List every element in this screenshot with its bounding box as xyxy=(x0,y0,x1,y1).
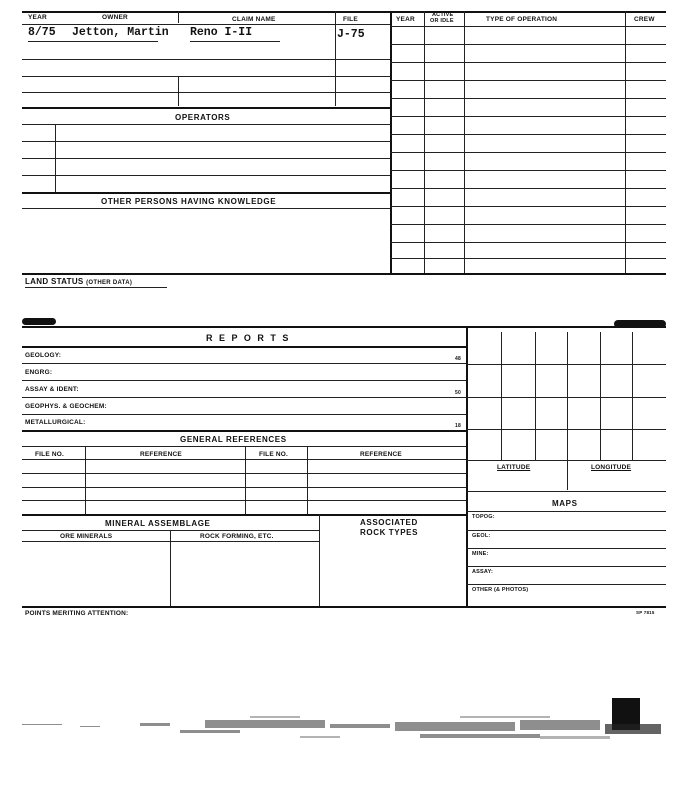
activity-row-11 xyxy=(390,224,666,225)
report-geology-code: 48 xyxy=(455,356,461,362)
activity-divider-1 xyxy=(424,11,425,273)
entry-owner: Jetton, Martin xyxy=(72,26,169,39)
activity-row-13 xyxy=(390,258,666,259)
activity-row-9 xyxy=(390,188,666,189)
activity-row-3 xyxy=(390,80,666,81)
owner-divider-lower xyxy=(178,76,179,106)
maps-title: MAPS xyxy=(552,499,578,508)
grid-row-2 xyxy=(466,397,666,398)
activity-row-12 xyxy=(390,242,666,243)
activity-row-8 xyxy=(390,170,666,171)
operators-line-3 xyxy=(22,175,390,176)
reports-title: R E P O R T S xyxy=(206,333,291,343)
grid-col-1 xyxy=(501,332,502,460)
scan-blot-left xyxy=(22,318,56,325)
general-references-title: GENERAL REFERENCES xyxy=(180,435,287,444)
longitude-label: LONGITUDE xyxy=(591,464,632,471)
map-other-label: OTHER (& PHOTOS) xyxy=(472,587,529,593)
activity-year-header: YEAR xyxy=(396,16,415,23)
lower-section-bottom-rule xyxy=(22,606,666,608)
scan-noise-band xyxy=(0,690,678,770)
grid-col-3 xyxy=(567,332,568,490)
ref-divider-2 xyxy=(245,446,246,514)
entry-file: J-75 xyxy=(337,28,365,41)
ref-reference-header-1: REFERENCE xyxy=(140,451,182,458)
active-header-line1: ACTIVE xyxy=(432,12,454,18)
grid-row-4 xyxy=(466,460,666,461)
latlong-bottom-rule xyxy=(466,491,666,492)
owner-header: OWNER xyxy=(102,14,128,21)
activity-row-5 xyxy=(390,116,666,117)
activity-row-4 xyxy=(390,98,666,99)
report-geophys-label: GEOPHYS. & GEOCHEM: xyxy=(25,403,107,410)
active-header-line2: OR IDLE xyxy=(430,18,454,24)
grid-col-4 xyxy=(600,332,601,460)
ref-divider-3 xyxy=(307,446,308,514)
activity-row-7 xyxy=(390,152,666,153)
entry-underline-owner xyxy=(28,41,158,42)
ref-file-no-header-1: FILE NO. xyxy=(35,451,65,458)
mineral-header-rule xyxy=(22,541,319,542)
entry-year: 8/75 xyxy=(28,26,56,39)
reports-title-rule xyxy=(22,346,466,348)
general-references-title-rule xyxy=(22,446,466,447)
operators-line-1 xyxy=(22,141,390,142)
map-mine-label: MINE: xyxy=(472,551,489,557)
land-status-label: LAND STATUS (OTHER DATA) xyxy=(25,277,133,286)
operators-rule xyxy=(22,124,390,125)
activity-row-1 xyxy=(390,44,666,45)
report-line-4 xyxy=(22,414,466,415)
operators-line-2 xyxy=(22,158,390,159)
grid-row-1 xyxy=(466,364,666,365)
ref-row-2 xyxy=(22,487,466,488)
ref-row-3 xyxy=(22,500,466,501)
ore-minerals-header: ORE MINERALS xyxy=(60,533,113,540)
report-geology-label: GEOLOGY: xyxy=(25,352,62,359)
activity-row-2 xyxy=(390,62,666,63)
activity-row-10 xyxy=(390,206,666,207)
owner-row-line-2 xyxy=(22,76,390,77)
other-persons-rule xyxy=(22,208,390,209)
land-status-underline xyxy=(25,287,167,288)
top-section-bottom-rule xyxy=(22,273,666,275)
report-line-2 xyxy=(22,380,466,381)
associated-line2: ROCK TYPES xyxy=(360,528,419,537)
report-metallurgical-label: METALLURGICAL: xyxy=(25,419,86,426)
mineral-rock-divider xyxy=(319,514,320,606)
grid-col-2 xyxy=(535,332,536,460)
rock-forming-header: ROCK FORMING, ETC. xyxy=(200,533,274,540)
file-header: FILE xyxy=(343,16,358,23)
activity-header-rule xyxy=(390,26,666,27)
reports-right-border xyxy=(466,326,468,606)
owner-row-line-3 xyxy=(22,92,390,93)
owner-row-line-1 xyxy=(22,59,390,60)
year-header: YEAR xyxy=(28,14,47,21)
general-references-top-rule xyxy=(22,430,466,432)
latitude-label: LATITUDE xyxy=(497,464,531,471)
crew-header: CREW xyxy=(634,16,655,23)
entry-claim-name: Reno I-II xyxy=(190,26,253,39)
activity-row-6 xyxy=(390,134,666,135)
reports-top-border xyxy=(22,326,666,328)
operators-label: OPERATORS xyxy=(175,113,231,122)
header-rule xyxy=(22,24,390,25)
grid-row-3 xyxy=(466,429,666,430)
owner-claim-divider xyxy=(178,11,179,23)
report-engrg-label: ENGRG: xyxy=(25,369,53,376)
top-border xyxy=(22,11,666,13)
map-line-2 xyxy=(466,548,666,549)
form-number: SP 7815 xyxy=(636,610,655,615)
ref-divider-1 xyxy=(85,446,86,514)
activity-divider-3 xyxy=(625,11,626,273)
operators-top-rule xyxy=(22,107,390,109)
type-of-operation-header: TYPE OF OPERATION xyxy=(486,16,558,23)
other-persons-top-rule xyxy=(22,192,390,194)
map-geol-label: GEOL: xyxy=(472,533,491,539)
grid-col-5 xyxy=(632,332,633,460)
points-meriting-attention-label: POINTS MERITING ATTENTION: xyxy=(25,610,129,617)
ref-row-1 xyxy=(22,473,466,474)
map-line-1 xyxy=(466,530,666,531)
report-line-3 xyxy=(22,397,466,398)
claim-name-header: CLAIM NAME xyxy=(232,16,276,23)
mineral-top-rule xyxy=(22,514,466,516)
report-line-1 xyxy=(22,363,466,364)
associated-line1: ASSOCIATED xyxy=(360,518,418,527)
map-line-4 xyxy=(466,584,666,585)
report-metallurgical-code: 18 xyxy=(455,423,461,429)
map-topog-label: TOPOG: xyxy=(472,514,495,520)
maps-title-rule xyxy=(466,511,666,512)
ref-header-rule xyxy=(22,459,466,460)
activity-divider-2 xyxy=(464,11,465,273)
map-line-3 xyxy=(466,566,666,567)
map-assay-label: ASSAY: xyxy=(472,569,494,575)
other-persons-label: OTHER PERSONS HAVING KNOWLEDGE xyxy=(101,197,277,206)
entry-underline-claim xyxy=(190,41,280,42)
report-assay-label: ASSAY & IDENT: xyxy=(25,386,79,393)
mineral-assemblage-title: MINERAL ASSEMBLAGE xyxy=(105,519,211,528)
ref-file-no-header-2: FILE NO. xyxy=(259,451,289,458)
report-assay-code: 50 xyxy=(455,390,461,396)
activity-left-border xyxy=(390,11,392,273)
ref-reference-header-2: REFERENCE xyxy=(360,451,402,458)
